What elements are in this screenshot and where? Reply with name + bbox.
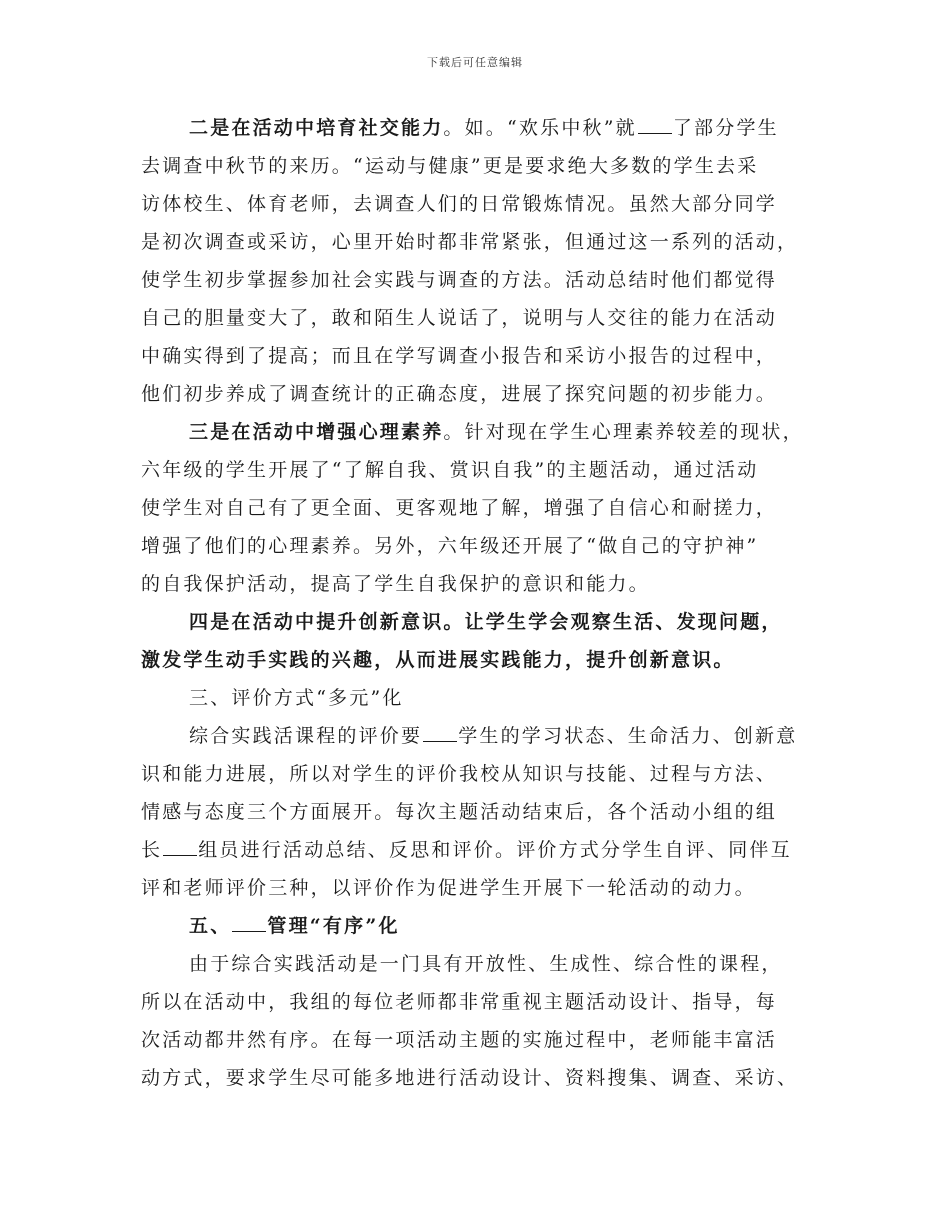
text-line [141,341,831,379]
text-line [141,835,831,873]
text-segment: 。如。“欢乐中秋”就 [443,117,637,139]
text-segment: 识和能力进展，所以对学生的评价我校从知识与技能、过程与方法、 [141,763,778,785]
text-segment: 中确实得到了提高；而且在学写调查小报告和采访小报告的过程中， [141,345,778,367]
text-line [141,227,831,265]
fill-in-blank [423,721,457,742]
text-segment: 了部分学生 [672,117,779,139]
text-line [141,189,831,227]
fill-in-blank [163,835,197,856]
text-line [141,417,831,455]
text-segment: 评和老师评价三种，以评价作为促进学生开展下一轮活动的动力。 [141,877,756,899]
text-segment: 是初次调查或采访，心里开始时都非常紧张，但通过这一系列的活动， [141,231,799,253]
text-line [141,569,831,607]
text-segment: 使学生初步掌握参加社会实践与调查的方法。活动总结时他们都觉得 [141,269,778,291]
fill-in-blank [232,911,266,932]
text-segment: 由于综合实践活动是一门具有开放性、生成性、综合性的课程， [189,953,783,975]
text-segment: 情感与态度三个方面展开。每次主题活动结束后，各个活动小组的组 [141,801,778,823]
text-segment: 六年级的学生开展了“了解自我、赏识自我”的主题活动，通过活动 [141,459,759,481]
text-line [141,911,831,949]
text-line [141,873,831,911]
bold-text: 五、 [189,915,232,937]
text-segment: 他们初步养成了调查统计的正确态度，进展了探究问题的初步能力。 [141,383,778,405]
text-line [141,113,831,151]
bold-text: 二是在活动中培育社交能力 [189,117,444,139]
text-line [141,455,831,493]
text-line [141,797,831,835]
text-segment: 学生的学习状态、生命活力、创新意 [458,725,798,747]
text-line [141,379,831,417]
bold-text: 四是在活动中提升创新意识。让学生学会观察生活、发现问题， [189,611,783,633]
document-body [141,113,831,1101]
text-segment: 次活动都井然有序。在每一项活动主题的实施过程中，老师能丰富活 [141,1029,778,1051]
text-segment: 使学生对自己有了更全面、更客观地了解，增强了自信心和耐搓力， [141,497,778,519]
text-line [141,493,831,531]
bold-text: 激发学生动手实践的兴趣，从而进展实践能力，提升创新意识。 [141,649,735,671]
text-line [141,987,831,1025]
text-line [141,303,831,341]
text-line [141,151,831,189]
text-line [141,607,831,645]
text-segment: 动方式，要求学生尽可能多地进行活动设计、资料搜集、调查、采访、 [141,1067,799,1089]
text-segment: 。针对现在学生心理素养较差的现状， [443,421,804,443]
text-line [141,721,831,759]
text-segment: 三、评价方式“多元”化 [189,687,404,709]
fill-in-blank [638,113,672,134]
text-segment: 自己的胆量变大了，敢和陌生人说话了，说明与人交往的能力在活动 [141,307,778,329]
text-segment: 组员进行活动总结、反思和评价。评价方式分学生自评、同伴互 [198,839,792,861]
text-line [141,1025,831,1063]
text-line [141,265,831,303]
text-line [141,1063,831,1101]
text-segment: 去调查中秋节的来历。“运动与健康”更是要求绝大多数的学生去采 [141,155,759,177]
text-segment: 增强了他们的心理素养。另外，六年级还开展了“做自己的守护神” [141,535,759,557]
text-line [141,531,831,569]
bold-text: 三是在活动中增强心理素养 [189,421,444,443]
text-line [141,645,831,683]
text-segment: 所以在活动中，我组的每位老师都非常重视主题活动设计、指导，每 [141,991,778,1013]
text-line [141,759,831,797]
text-segment: 综合实践活课程的评价要 [189,725,423,747]
text-line [141,949,831,987]
page-header: 下载后可任意编辑 [427,56,523,69]
text-line [141,683,831,721]
bold-text: 管理“有序”化 [267,915,400,937]
text-segment: 访体校生、体育老师，去调查人们的日常锻炼情况。虽然大部分同学 [141,193,778,215]
text-segment: 的自我保护活动，提高了学生自我保护的意识和能力。 [141,573,650,595]
text-segment: 长 [141,839,163,861]
